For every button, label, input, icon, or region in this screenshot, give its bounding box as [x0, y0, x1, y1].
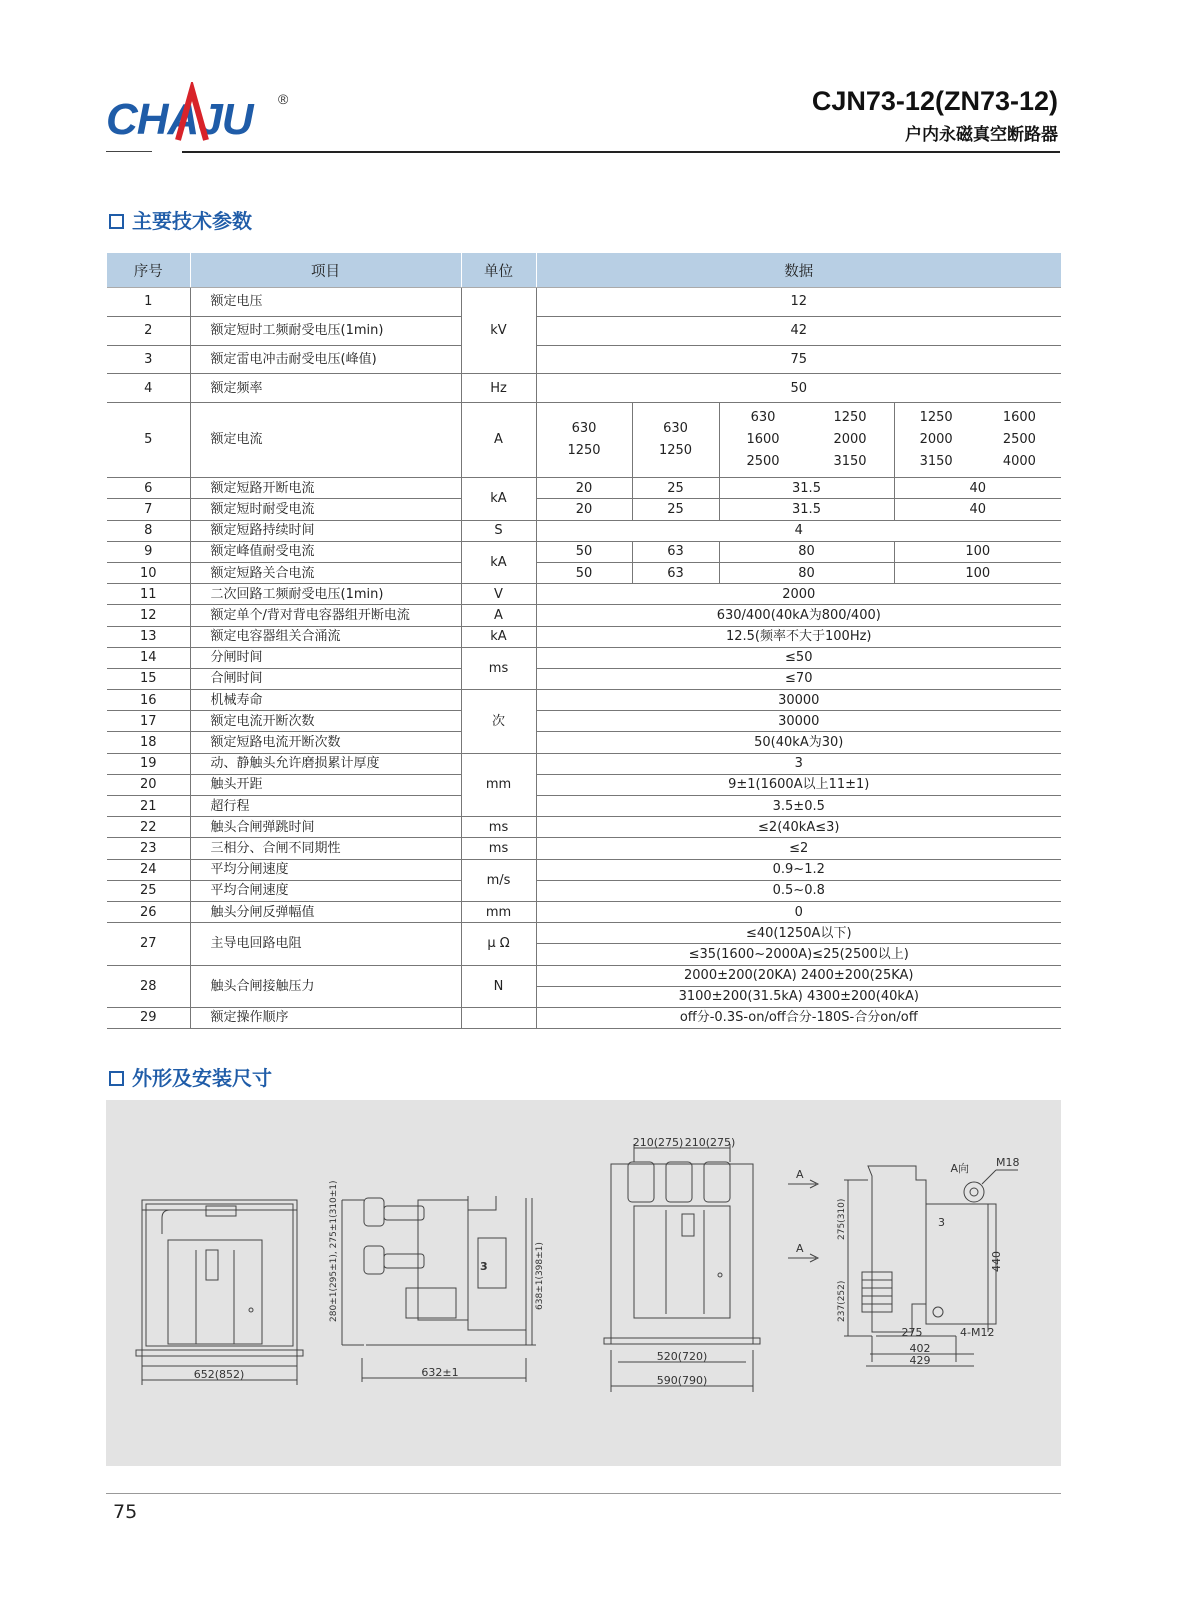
row-value: 75: [536, 345, 1061, 374]
rear-view-drawing: [604, 1136, 818, 1392]
table-row: [107, 838, 1061, 859]
row-no: 8: [107, 520, 190, 541]
row-no: 12: [107, 605, 190, 626]
row-value: ≤35(1600~2000A)≤25(2500以上): [536, 944, 1061, 965]
row-item: 额定短路电流开断次数: [190, 732, 461, 753]
table-row: [107, 374, 1061, 403]
section-title-text: 主要技术参数: [132, 209, 252, 233]
row-item: 机械寿命: [190, 690, 461, 711]
row-value: 80: [719, 562, 894, 583]
row-value: 4: [536, 520, 1061, 541]
row-value: 31.5: [719, 499, 894, 520]
right-width-2: 402: [909, 1342, 931, 1355]
row-value: off分-0.3S-on/off合分-180S-合分on/off: [536, 1007, 1061, 1028]
row-value: 3.5±0.5: [536, 796, 1061, 817]
holes-label: 4-M12: [960, 1326, 995, 1339]
arrow-a-label: A: [796, 1168, 804, 1181]
row-item: 额定雷电冲击耐受电压(峰值): [190, 345, 461, 374]
rear-width-1: 520(720): [656, 1350, 708, 1363]
table-row: [107, 668, 1061, 689]
side-height-label-2: 638±1(398±1): [535, 1242, 545, 1310]
current-value: 630: [750, 410, 776, 426]
table-row: [107, 732, 1061, 753]
part-number: 3: [480, 1260, 488, 1273]
right-height-3: 440: [990, 1251, 1003, 1272]
dimension-drawing-panel: [106, 1100, 1061, 1466]
row-item: 额定单个/背对背电容器组开断电流: [190, 605, 461, 626]
row-unit: A: [461, 605, 536, 626]
row-value: 2000±200(20KA) 2400±200(25KA): [536, 965, 1061, 986]
row-item: 额定短路开断电流: [190, 478, 461, 499]
row-value: 100: [894, 562, 1061, 583]
section-title-dimensions: [109, 1062, 272, 1091]
current-value: 2500: [746, 454, 780, 470]
current-value: 4000: [1002, 454, 1036, 470]
side-width-label: 632±1: [421, 1366, 459, 1379]
table-row: [107, 403, 1061, 478]
row-value: 25: [632, 478, 719, 499]
chaju-logo: [106, 82, 316, 152]
table-row: [107, 923, 1061, 944]
row-unit: S: [461, 520, 536, 541]
right-height-1: 275(310): [837, 1198, 847, 1240]
row-value: 0.9~1.2: [536, 859, 1061, 880]
row-value: 3100±200(31.5kA) 4300±200(40kA): [536, 986, 1061, 1007]
table-row: [107, 901, 1061, 922]
product-model: CJN73-12(ZN73-12): [811, 86, 1058, 116]
side-view-drawing: [329, 1180, 545, 1382]
row-item: 额定短时工频耐受电压(1min): [190, 316, 461, 345]
row-value: 20: [536, 499, 632, 520]
row-unit: ms: [461, 838, 536, 859]
current-value: 2000: [919, 432, 953, 448]
table-row: [107, 774, 1061, 795]
row-value: 50: [536, 562, 632, 583]
row-item: 三相分、合闸不同期性: [190, 838, 461, 859]
current-value: 1600: [746, 432, 780, 448]
row-value: 25: [632, 499, 719, 520]
current-value: 2000: [833, 432, 867, 448]
section-title-text: 外形及安装尺寸: [132, 1066, 272, 1090]
row-unit: [461, 1007, 536, 1028]
right-width-1: 275: [901, 1326, 923, 1339]
row-no: 25: [107, 880, 190, 901]
row-no: 9: [107, 541, 190, 562]
rear-width-2: 590(790): [656, 1374, 708, 1387]
row-no: 19: [107, 753, 190, 774]
row-no: 16: [107, 690, 190, 711]
table-row: [107, 626, 1061, 647]
header-divider-short: [106, 151, 152, 152]
row-item: 额定电流开断次数: [190, 711, 461, 732]
row-item: 分闸时间: [190, 647, 461, 668]
row-value: ≤70: [536, 668, 1061, 689]
row-unit: A: [461, 403, 536, 478]
row-item: 触头合闸弹跳时间: [190, 817, 461, 838]
row-no: 10: [107, 562, 190, 583]
row-item: 额定频率: [190, 374, 461, 403]
row-item: 额定操作顺序: [190, 1007, 461, 1028]
table-row: [107, 647, 1061, 668]
product-subtitle: 户内永磁真空断路器: [905, 125, 1058, 145]
table-row: [107, 1007, 1061, 1028]
row-value: ≤2(40kA≤3): [536, 817, 1061, 838]
row-no: 7: [107, 499, 190, 520]
table-row: [107, 288, 1061, 317]
page-number: 75: [113, 1501, 138, 1523]
row-value: 30000: [536, 711, 1061, 732]
current-col-4: [894, 403, 1061, 478]
row-unit: N: [461, 965, 536, 1007]
row-value: ≤50: [536, 647, 1061, 668]
row-value: ≤2: [536, 838, 1061, 859]
row-value: 630/400(40kA为800/400): [536, 605, 1061, 626]
current-value: 1600: [1002, 410, 1036, 426]
row-value: 50: [536, 541, 632, 562]
current-value: 1250: [658, 443, 693, 459]
row-value: 50: [536, 374, 1061, 403]
row-no: 5: [107, 403, 190, 478]
current-value: 2500: [1002, 432, 1036, 448]
row-value: 20: [536, 478, 632, 499]
row-no: 1: [107, 288, 190, 317]
table-row: [107, 753, 1061, 774]
row-item: 额定电容器组关合涌流: [190, 626, 461, 647]
row-unit: 次: [461, 690, 536, 754]
row-item: 动、静触头允许磨损累计厚度: [190, 753, 461, 774]
col-header-data: 数据: [536, 253, 1061, 288]
table-row: [107, 520, 1061, 541]
rear-top-dim-1: 210(275): [632, 1136, 684, 1149]
row-item: 主导电回路电阻: [190, 923, 461, 965]
header-divider: [182, 151, 1060, 153]
row-unit: ms: [461, 647, 536, 689]
current-value: 3150: [919, 454, 953, 470]
part-number-right: 3: [938, 1216, 945, 1229]
table-row: [107, 859, 1061, 880]
row-unit: kA: [461, 541, 536, 583]
row-item: 合闸时间: [190, 668, 461, 689]
row-value: 0: [536, 901, 1061, 922]
row-no: 29: [107, 1007, 190, 1028]
row-no: 18: [107, 732, 190, 753]
table-row: [107, 478, 1061, 499]
row-item: 触头开距: [190, 774, 461, 795]
row-value: 40: [894, 499, 1061, 520]
row-unit: kA: [461, 478, 536, 520]
row-value: 0.5~0.8: [536, 880, 1061, 901]
row-item: 触头分闸反弹幅值: [190, 901, 461, 922]
logo-text: CHAJU: [106, 95, 253, 144]
side-height-label: 280±1(295±1), 275±1(310±1): [329, 1180, 339, 1322]
front-width-label: 652(852): [193, 1368, 245, 1381]
row-no: 20: [107, 774, 190, 795]
row-item: 平均合闸速度: [190, 880, 461, 901]
row-value: 31.5: [719, 478, 894, 499]
current-value: 3150: [833, 454, 867, 470]
row-unit: kA: [461, 626, 536, 647]
front-view-drawing: [136, 1200, 303, 1385]
table-row: [107, 316, 1061, 345]
row-value: 12.5(频率不大于100Hz): [536, 626, 1061, 647]
table-row: [107, 584, 1061, 605]
row-value: 50(40kA为30): [536, 732, 1061, 753]
table-row: [107, 796, 1061, 817]
row-item: 额定峰值耐受电流: [190, 541, 461, 562]
row-value: 2000: [536, 584, 1061, 605]
col-header-no: 序号: [107, 253, 190, 288]
table-row: [107, 690, 1061, 711]
current-value: 1250: [567, 443, 601, 459]
table-row: [107, 880, 1061, 901]
current-value: 630: [571, 421, 597, 437]
table-row: [107, 345, 1061, 374]
checkbox-square-icon: [109, 214, 124, 229]
row-no: 23: [107, 838, 190, 859]
table-row: [107, 541, 1061, 562]
row-item: 平均分闸速度: [190, 859, 461, 880]
row-item: 二次回路工频耐受电压(1min): [190, 584, 461, 605]
table-row: [107, 817, 1061, 838]
spec-table: [107, 253, 1061, 1029]
row-unit: μ Ω: [461, 923, 536, 965]
current-col-1: [536, 403, 632, 478]
row-no: 21: [107, 796, 190, 817]
row-value: 9±1(1600A以上11±1): [536, 774, 1061, 795]
row-item: 额定电流: [190, 403, 461, 478]
row-no: 6: [107, 478, 190, 499]
row-item: 额定短时耐受电流: [190, 499, 461, 520]
current-value: 1250: [919, 410, 953, 426]
table-row: [107, 605, 1061, 626]
row-no: 24: [107, 859, 190, 880]
registered-mark: ®: [278, 91, 289, 107]
row-no: 17: [107, 711, 190, 732]
row-value: 80: [719, 541, 894, 562]
row-no: 2: [107, 316, 190, 345]
rear-top-dim-2: 210(275): [684, 1136, 736, 1149]
row-value: 40: [894, 478, 1061, 499]
row-value: 12: [536, 288, 1061, 317]
row-no: 27: [107, 923, 190, 965]
col-header-unit: 单位: [461, 253, 536, 288]
current-value: 1250: [833, 410, 867, 426]
row-no: 4: [107, 374, 190, 403]
current-col-3: [719, 403, 894, 478]
right-height-2: 237(252): [837, 1280, 847, 1322]
table-header-row: [107, 253, 1061, 288]
row-no: 14: [107, 647, 190, 668]
col-header-item: 项目: [190, 253, 461, 288]
row-item: 触头合闸接触压力: [190, 965, 461, 1007]
table-row: [107, 711, 1061, 732]
row-unit: kV: [461, 288, 536, 374]
row-no: 26: [107, 901, 190, 922]
row-no: 3: [107, 345, 190, 374]
section-title-params: [109, 205, 252, 234]
row-unit: ms: [461, 817, 536, 838]
right-view-drawing: [837, 1156, 1020, 1367]
row-unit: V: [461, 584, 536, 605]
row-item: 额定电压: [190, 288, 461, 317]
checkbox-square-icon: [109, 1071, 124, 1086]
right-width-3: 429: [909, 1354, 931, 1367]
row-unit: m/s: [461, 859, 536, 901]
row-unit: mm: [461, 901, 536, 922]
row-item: 额定短路持续时间: [190, 520, 461, 541]
row-value: 63: [632, 541, 719, 562]
view-a-label: A向: [950, 1162, 969, 1175]
row-no: 15: [107, 668, 190, 689]
row-no: 28: [107, 965, 190, 1007]
row-no: 22: [107, 817, 190, 838]
row-value: 3: [536, 753, 1061, 774]
bolt-label: M18: [996, 1156, 1020, 1169]
row-unit: mm: [461, 753, 536, 817]
row-value: 42: [536, 316, 1061, 345]
row-value: 30000: [536, 690, 1061, 711]
footer-divider: [106, 1493, 1061, 1494]
row-no: 11: [107, 584, 190, 605]
row-item: 超行程: [190, 796, 461, 817]
row-value: ≤40(1250A以下): [536, 923, 1061, 944]
table-row: [107, 562, 1061, 583]
table-row: [107, 499, 1061, 520]
row-unit: Hz: [461, 374, 536, 403]
current-col-2: [632, 403, 719, 478]
table-row: [107, 965, 1061, 986]
current-value: 630: [663, 421, 688, 437]
row-item: 额定短路关合电流: [190, 562, 461, 583]
row-value: 63: [632, 562, 719, 583]
row-value: 100: [894, 541, 1061, 562]
arrow-a-label-2: A: [796, 1242, 804, 1255]
row-no: 13: [107, 626, 190, 647]
